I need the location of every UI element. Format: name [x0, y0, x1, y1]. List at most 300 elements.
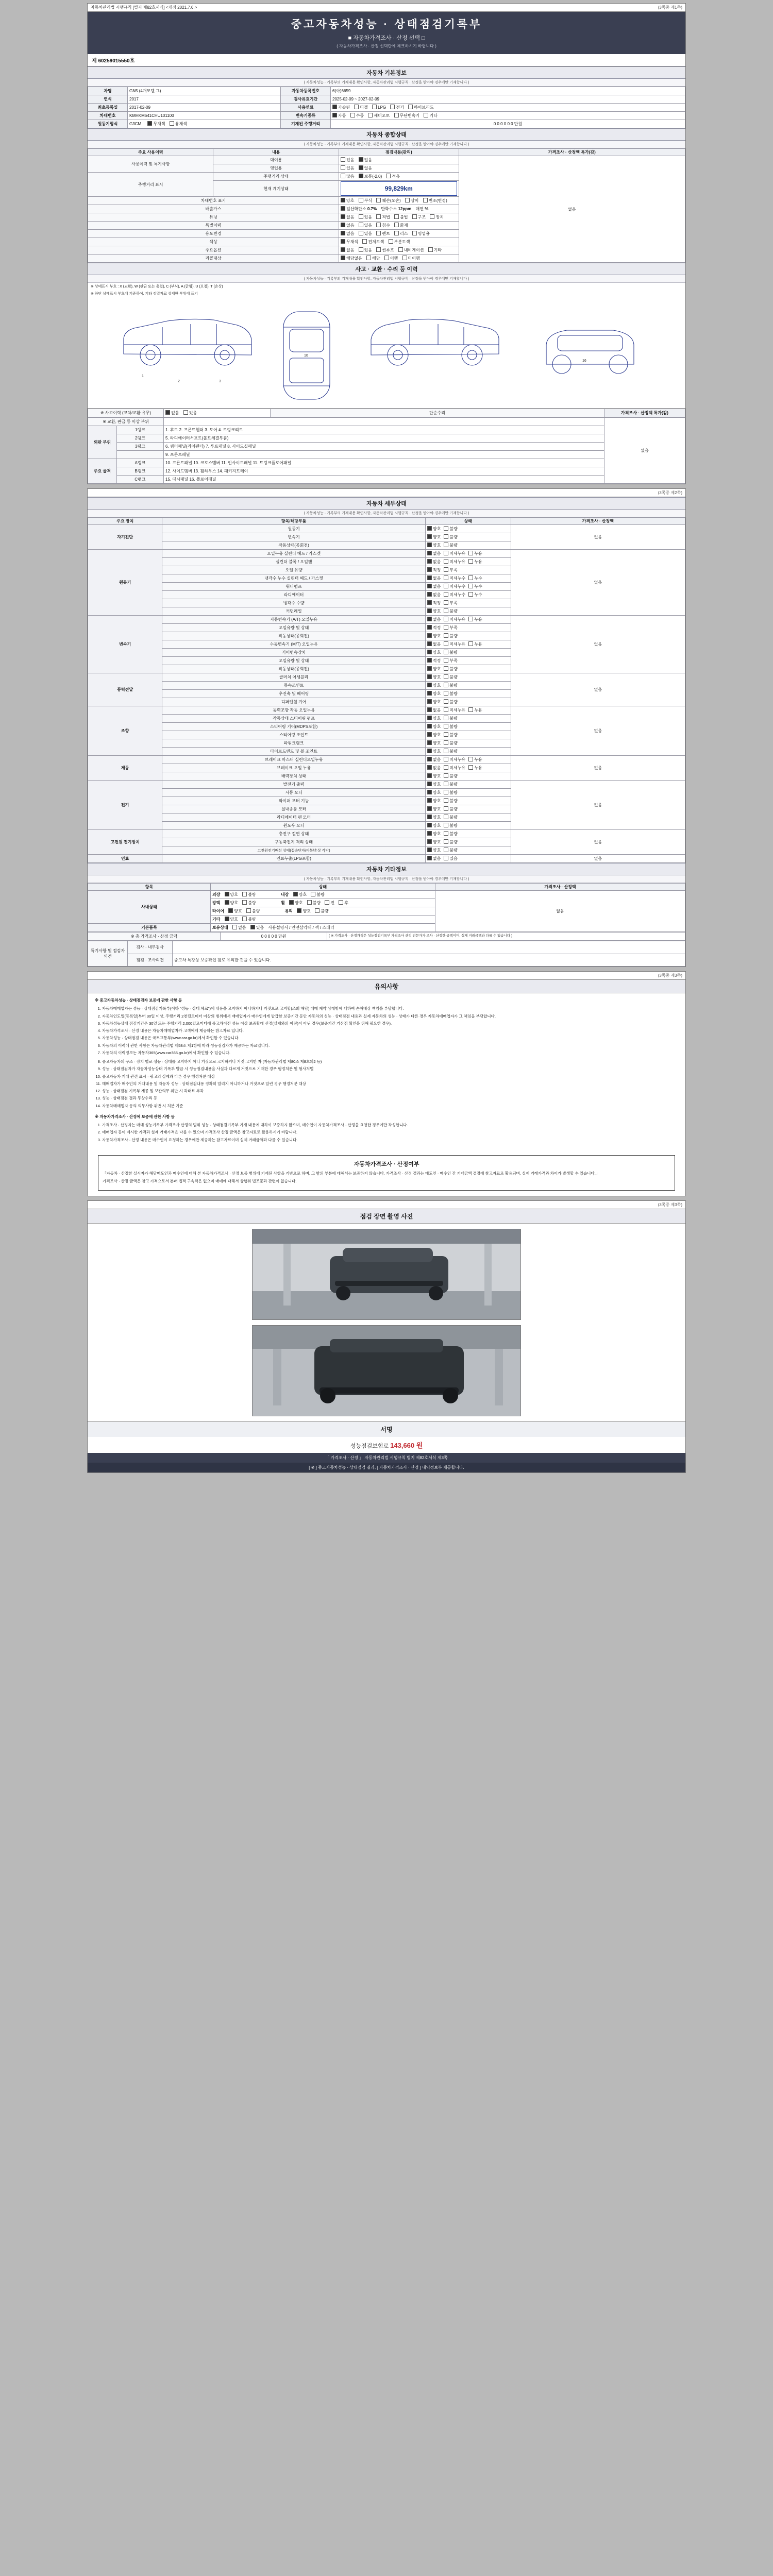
overall-row-rental-value — [339, 156, 459, 164]
special-sub-label-2: 점검 · 조사의견 — [128, 954, 173, 967]
value-first-reg: 2017-02-09 — [128, 104, 281, 112]
detail-price-steering: 없음 — [511, 706, 685, 756]
detail-row-state — [425, 723, 511, 731]
opt-low[interactable]: 부족 — [444, 600, 457, 606]
notice-item: 2. 매매업자 등이 제시한 가격과 실제 거래가격은 다를 수 있으며 가격조사 산정 금액은 참고자료로 활용하시기 바랍니다. — [102, 1129, 678, 1135]
mileage-normal[interactable]: 보통(-2,0) — [359, 174, 382, 179]
detail-row-state — [425, 533, 511, 541]
possession-yes[interactable]: 있음 — [250, 925, 264, 930]
accident-yes[interactable]: 있음 — [183, 410, 197, 416]
overall-row-usechange-label: 용도변경 — [88, 230, 339, 238]
opt-good[interactable]: 양호 — [427, 674, 441, 680]
opt-minor[interactable]: 미세누유 — [444, 551, 465, 556]
value-inspection-period: 2025-02-09 ~ 2027-02-09 — [331, 95, 685, 104]
opt-bad[interactable]: 불량 — [444, 691, 457, 697]
opt-none[interactable]: 없음 — [427, 559, 441, 565]
notice-item: 1. 가격조사 · 산정자는 매매 성능기록부 가격조사 산정의 범위 성능 · 상태점검기록부 기재 내용에 대하여 보증하지 않으며, 매수인이 자동차가격조사 · 산정을 요청한 경우에만 작성합니다. — [102, 1122, 678, 1128]
opt-good[interactable]: 양호 — [427, 831, 441, 837]
recall-notdone[interactable]: 미이행 — [402, 256, 420, 261]
special-flood[interactable]: 침수 — [376, 223, 390, 228]
accident-price-head: 가격조사 · 산정액 특가(감) — [604, 409, 685, 417]
detail-row-state — [425, 599, 511, 607]
detail-group-fuel: 연료 — [88, 855, 162, 863]
others-label-polish: 광택 — [212, 901, 221, 905]
detail-price-powertrain: 없음 — [511, 673, 685, 706]
detail-group-hv: 고전원 전기장치 — [88, 830, 162, 855]
declaration-box — [98, 1155, 675, 1191]
detail-row-label: 배력장치 상태 — [162, 772, 426, 781]
special-none[interactable]: 없음 — [341, 223, 354, 228]
detail-row-state — [425, 665, 511, 673]
opt-sunroof[interactable]: 썬루프 — [376, 247, 394, 253]
opt-bad[interactable]: 불량 — [444, 543, 457, 548]
detail-row-label: 스티어링 조인트 — [162, 731, 426, 739]
detail-row-state — [425, 640, 511, 649]
opt-ok[interactable]: 적정 — [427, 567, 441, 573]
notice-item: 11. 매매업자가 매수인의 거래내용 및 자동차 성능 · 상태점검내용 정확히 알리지 아니하거나 거짓으로 알린 경우 행정처분 대상 — [102, 1081, 678, 1087]
others-table — [88, 883, 685, 932]
opt-good[interactable]: 양호 — [427, 650, 441, 655]
detail-price-hv: 없음 — [511, 830, 685, 855]
opt-none[interactable]: 없음 — [427, 707, 441, 713]
detail-row-label: 시동 모터 — [162, 789, 426, 797]
tire-bad[interactable]: 불량 — [246, 908, 260, 914]
notice-item: 14. 자동차매매업자 등의 의무사항 위반 시 처분 기준 — [102, 1103, 678, 1109]
footer-bar-2: [ ※ ] 중고자동차성능 · 상태점검 결과, [ 자동차가격조사 · 산정 ] 내역정보부 제공합니다. — [88, 1463, 685, 1472]
opt-ok[interactable]: 적정 — [427, 658, 441, 664]
opt-minor[interactable]: 미세누유 — [444, 641, 465, 647]
frame-rank-3: 3랭크 — [116, 443, 163, 451]
opt-bad[interactable]: 불량 — [444, 848, 457, 853]
opt-bad[interactable]: 불량 — [444, 782, 457, 787]
opt-good[interactable]: 양호 — [427, 666, 441, 672]
opt-bad[interactable]: 불량 — [444, 608, 457, 614]
usechange-yes[interactable]: 있음 — [359, 231, 372, 236]
fuel-option-4[interactable]: 하이브리드 — [408, 105, 434, 110]
detail-row-label: 연료누출(LPG포함) — [162, 855, 426, 863]
opt-bad[interactable]: 불량 — [444, 732, 457, 738]
exterior-good[interactable]: 양호 — [225, 892, 238, 897]
etc-bad[interactable]: 불량 — [242, 917, 256, 922]
opt-good[interactable]: 양호 — [427, 683, 441, 688]
detail-price-engine: 없음 — [511, 550, 685, 616]
opt-good[interactable]: 양호 — [427, 608, 441, 614]
tuning-illegal[interactable]: 불법 — [394, 214, 408, 220]
opt-minor[interactable]: 미세누수 — [444, 584, 465, 589]
value-transmission — [331, 112, 685, 120]
opt-good[interactable]: 양호 — [427, 815, 441, 820]
odometer-reading: 99,829km — [341, 181, 457, 196]
section-overall-title: 자동차 종합상태 — [88, 128, 685, 141]
detail-row-label: 수동변속기 (M/T) 오일누유 — [162, 640, 426, 649]
opt-minor[interactable]: 미세누유 — [444, 757, 465, 762]
tuning-yes[interactable]: 있음 — [359, 214, 372, 220]
opt-bad[interactable]: 불량 — [444, 806, 457, 812]
color-option-1[interactable]: 유채색 — [170, 121, 187, 127]
vin-ok[interactable]: 양호 — [341, 198, 354, 204]
overall-price-cell: 없음 — [459, 156, 685, 263]
recall-done[interactable]: 이행 — [384, 256, 398, 261]
glass-good[interactable]: 양호 — [297, 908, 310, 914]
accident-mid-label: 단순수리 — [271, 409, 604, 417]
frame-group-main: 주요 골격 — [88, 459, 117, 484]
special-value-2[interactable]: 중고차 특강상 보증확인 참로 유의한 것을 수 있습니다. — [173, 954, 685, 967]
detail-row-state — [425, 830, 511, 838]
opt-good[interactable]: 양호 — [427, 798, 441, 804]
opt-leak[interactable]: 누유 — [468, 641, 482, 647]
color-full[interactable]: 전체도색 — [362, 239, 384, 245]
opt-none[interactable]: 없음 — [427, 592, 441, 598]
trans-option-1[interactable]: 수동 — [350, 113, 364, 118]
vin-damage[interactable]: 훼손(오손) — [376, 198, 400, 204]
opt-minor[interactable]: 미세누수 — [444, 575, 465, 581]
opt-none[interactable]: 없음 — [427, 617, 441, 622]
recall-yes[interactable]: 해당 — [366, 256, 380, 261]
opt-bad[interactable]: 불량 — [444, 526, 457, 532]
opt-none[interactable]: 없음 — [427, 551, 441, 556]
car-diagram-svg — [88, 297, 685, 405]
opt-bad[interactable]: 불량 — [444, 749, 457, 754]
recall-na[interactable]: 해당없음 — [341, 256, 362, 261]
overall-row-options-label: 주요옵션 — [88, 246, 339, 255]
frame-title: ※ 교환, 판금 등 이상 부위 — [88, 418, 164, 426]
frame-parts-3b: 9. 프론트패널 — [164, 451, 604, 459]
detail-price-transmission: 없음 — [511, 616, 685, 673]
fee-value: 143,660 원 — [390, 1442, 423, 1450]
detail-group-transmission: 변속기 — [88, 616, 162, 673]
notice-sec1: ※ 중고자동차성능 · 상태점검자 보증에 관한 사항 등 — [95, 998, 182, 1003]
opt-good[interactable]: 양호 — [427, 691, 441, 697]
detail-group-electric: 전기 — [88, 781, 162, 830]
detail-group-engine: 원동기 — [88, 550, 162, 616]
overall-row-mileage-value — [339, 173, 459, 181]
trans-option-2[interactable]: 세미오토 — [368, 113, 390, 118]
opt-leak[interactable]: 누유 — [468, 707, 482, 713]
interior-bad[interactable]: 불량 — [311, 892, 324, 897]
wheel-good[interactable]: 양호 — [289, 900, 303, 906]
trans-option-0[interactable]: 자동 — [332, 113, 346, 118]
rental-yes[interactable]: 있음 — [341, 157, 354, 163]
diagram-label-3: 3 — [219, 380, 221, 383]
opt-leak[interactable]: 누수 — [468, 584, 482, 589]
polish-bad[interactable]: 불량 — [242, 900, 256, 906]
label-odometer: 기재된 주행거리 — [281, 120, 331, 128]
opt-none[interactable]: 없음 — [427, 856, 441, 861]
opt-good[interactable]: 양호 — [427, 534, 441, 540]
opt-none[interactable]: 없음 — [427, 765, 441, 771]
usechange-none[interactable]: 없음 — [341, 231, 354, 236]
opt-low[interactable]: 부족 — [444, 625, 457, 631]
tire-good[interactable]: 양호 — [228, 908, 242, 914]
value-fuel — [331, 104, 685, 112]
detail-row-label: 충전구 절연 상태 — [162, 830, 426, 838]
opt-bad[interactable]: 불량 — [444, 815, 457, 820]
opt-yes[interactable]: 있음 — [444, 856, 457, 861]
opt-bad[interactable]: 불량 — [444, 773, 457, 779]
accident-none[interactable]: 없음 — [165, 410, 179, 416]
label-engine-type: 원동기형식 — [88, 120, 128, 128]
total-value: 0 0 0 0 0 만원 — [221, 933, 327, 941]
opt-minor[interactable]: 미세누유 — [444, 559, 465, 565]
opt-good[interactable]: 양호 — [427, 740, 441, 746]
overall-row-mileage-label: 주행거리 상태 — [213, 173, 339, 181]
detail-row-state — [425, 748, 511, 756]
opt-good[interactable]: 양호 — [427, 633, 441, 639]
detail-row-label: 라디에이터 — [162, 591, 426, 599]
detail-row-label: 오일 유량 — [162, 566, 426, 574]
opt-none[interactable]: 없음 — [427, 575, 441, 581]
inspection-photo-front — [252, 1229, 521, 1320]
opt-leak[interactable]: 누유 — [468, 765, 482, 771]
notice-item: 2. 자동차인도일(등록일)부터 30일 이상, 주행거리 2천킬로미터 이상의 범위에서 매매업자가 매수인에게 발급한 보증기간 동안 자동차의 성능 · 상태점검 내용과 실제 자동차의 성능 · 상태가 다른 경우 자동차매매업자가 그 책임을 부담합니다. — [102, 1013, 678, 1019]
opt-good[interactable]: 양호 — [427, 526, 441, 532]
opt-good[interactable]: 양호 — [427, 724, 441, 730]
trans-option-4[interactable]: 기타 — [424, 113, 437, 118]
wheel-front[interactable]: 전 — [325, 900, 334, 906]
mileage-low[interactable]: 적음 — [386, 174, 399, 179]
car-damage-diagram — [88, 297, 685, 409]
title-subtitle: ■ 자동차가격조사 · 산정 선택 □ — [348, 35, 425, 41]
detail-row-state — [425, 731, 511, 739]
opt-good[interactable]: 양호 — [427, 806, 441, 812]
overall-table — [88, 148, 685, 263]
special-yes[interactable]: 있음 — [359, 223, 372, 228]
mileage-high[interactable]: 많음 — [341, 174, 354, 179]
detail-row-label: 작동상태(공회전) — [162, 665, 426, 673]
others-row-0 — [210, 891, 435, 899]
opt-none[interactable]: 없음 — [427, 757, 441, 762]
opt-bad[interactable]: 불량 — [444, 831, 457, 837]
wheel-rear[interactable]: 후 — [339, 900, 348, 906]
opt-minor[interactable]: 미세누수 — [444, 592, 465, 598]
sheet-4-photos — [87, 1200, 686, 1473]
fuel-option-2[interactable]: LPG — [372, 105, 386, 110]
frame-rank-1: 1랭크 — [116, 426, 163, 434]
notice-list-1 — [102, 1006, 678, 1056]
section-basic-title: 자동차 기본정보 — [88, 66, 685, 79]
opt-bad[interactable]: 불량 — [444, 724, 457, 730]
wheel-bad[interactable]: 불량 — [307, 900, 321, 906]
detail-row-state — [425, 525, 511, 533]
others-label-glass: 유리 — [284, 909, 293, 913]
opt-bad[interactable]: 불량 — [444, 699, 457, 705]
detail-row-state — [425, 781, 511, 789]
emission-co: 일산화탄소 0.7% — [341, 206, 377, 212]
overall-row-current-value — [339, 181, 459, 197]
fuel-option-0[interactable]: 가솔린 — [332, 105, 350, 110]
value-plate: 6(아)6659 — [331, 87, 685, 95]
business-no[interactable]: 없음 — [359, 165, 372, 171]
page-title: 중고자동차성능 · 상태점검기록부 — [291, 19, 482, 30]
opt-good[interactable]: 양호 — [427, 839, 441, 845]
rental-no[interactable]: 없음 — [359, 157, 372, 163]
opt-yes[interactable]: 있음 — [359, 247, 372, 253]
photo-underbody-svg — [253, 1326, 520, 1416]
accident-legend-2: ※ 하단 상태표시 부호에 기준하여, 기타 정밀자료 상세한 부위에 표기 — [91, 292, 198, 296]
opt-bad[interactable]: 불량 — [444, 839, 457, 845]
fuel-option-3[interactable]: 전기 — [390, 105, 404, 110]
detail-row-state — [425, 682, 511, 690]
opt-leak[interactable]: 누유 — [468, 757, 482, 762]
opt-bad[interactable]: 불량 — [444, 633, 457, 639]
fuel-option-1[interactable]: 디젤 — [354, 105, 367, 110]
color-partial[interactable]: 부분도색 — [389, 239, 410, 245]
detail-group-steering: 조향 — [88, 706, 162, 756]
opt-good[interactable]: 양호 — [427, 782, 441, 787]
detail-row-label: 실린더 블록 / 오일팬 — [162, 558, 426, 566]
opt-good[interactable]: 양호 — [427, 716, 441, 721]
detail-head-2: 상태 — [425, 518, 511, 525]
overall-row-tuning-label: 튜닝 — [88, 213, 339, 222]
glass-bad[interactable]: 불량 — [315, 908, 328, 914]
detail-row-label: 브레이크 마스터 실린더오일누유 — [162, 756, 426, 764]
others-head-1: 상태 — [210, 884, 435, 891]
overall-row-usechange-value — [339, 230, 459, 238]
detail-row-label: 스티어링 기어(MDPS포함) — [162, 723, 426, 731]
detail-row-label: 추진축 및 베어링 — [162, 690, 426, 698]
overall-row-color-value — [339, 238, 459, 246]
tuning-legal[interactable]: 적법 — [376, 214, 390, 220]
section-basic-sub: ( 자동차성능 · 기록부의 기재내용 확인사항, 자동차관리법 시행규칙 · 산정을 받아야 경우에만 기재합니다 ) — [88, 79, 685, 87]
detail-row-state — [425, 706, 511, 715]
detail-row-label: 냉각수 수량 — [162, 599, 426, 607]
opt-good[interactable]: 양호 — [427, 773, 441, 779]
opt-good[interactable]: 양호 — [427, 848, 441, 853]
detail-row-state — [425, 764, 511, 772]
opt-none[interactable]: 없음 — [427, 584, 441, 589]
opt-ok[interactable]: 적정 — [427, 600, 441, 606]
opt-good[interactable]: 양호 — [427, 823, 441, 828]
detail-row-state — [425, 558, 511, 566]
special-fire[interactable]: 화재 — [394, 223, 408, 228]
overall-row-emission-value — [339, 205, 459, 213]
opt-bad[interactable]: 불량 — [444, 823, 457, 828]
polish-good[interactable]: 양호 — [225, 900, 238, 906]
opt-navi[interactable]: 내비게이션 — [398, 247, 424, 253]
total-price-table — [88, 932, 685, 941]
opt-none[interactable]: 없음 — [427, 641, 441, 647]
opt-bad[interactable]: 불량 — [444, 683, 457, 688]
detail-row-state — [425, 814, 511, 822]
opt-good[interactable]: 양호 — [427, 699, 441, 705]
section-accident-sub: ( 자동차성능 · 기록부의 기재내용 확인사항, 자동차관리법 시행규칙 · 산정을 받아야 경우에만 기재합니다 ) — [88, 275, 685, 283]
detail-row-label: 디퍼렌셜 기어 — [162, 698, 426, 706]
detail-row-label: 실내송풍 모터 — [162, 805, 426, 814]
interior-good[interactable]: 양호 — [293, 892, 307, 897]
overall-row-tuning-value — [339, 213, 459, 222]
opt-bad[interactable]: 불량 — [444, 534, 457, 540]
opt-none[interactable]: 없음 — [341, 247, 354, 253]
opt-good[interactable]: 양호 — [427, 790, 441, 795]
declaration-body-1: 「자동차 · 산정한 실시자가 해당매도인과 매수인에 대해 본 자동차가격조사 · 산정 보증 범위에 기재된 사항을 기반으로 하며, 그 밖의 부분에 대해서는 보증하지 않습니다. 가격조사 · 산정 결과는 매도인 · 매수인 간 거래금액 결정에 참고자료로 활용되며, 실제 거래가격과 차이가 발생할 수 있습니다.」 — [103, 1171, 600, 1176]
opt-bad[interactable]: 불량 — [444, 650, 457, 655]
opt-minor[interactable]: 미세누유 — [444, 617, 465, 622]
value-odometer: 0 0 0 0 0 0 만원 — [331, 120, 685, 128]
fee-row — [88, 1437, 685, 1453]
detail-row-state — [425, 715, 511, 723]
title-subnote: ( 자동차가격조사 · 산정 선택란에 체크하시기 바랍니다 ) — [337, 44, 436, 48]
special-value-1[interactable] — [173, 941, 685, 954]
notice-list-3 — [102, 1122, 678, 1143]
opt-leak[interactable]: 누수 — [468, 575, 482, 581]
detail-row-label: 타이로드엔드 및 볼 조인트 — [162, 748, 426, 756]
others-label-exterior: 외장 — [212, 892, 221, 897]
photo-front-svg — [253, 1229, 520, 1319]
color-plain[interactable]: 무채색 — [341, 239, 358, 245]
others-group-condition: 사내상태 — [88, 891, 211, 924]
detail-row-label: 브레이크 오일 누유 — [162, 764, 426, 772]
tuning-structure[interactable]: 구조 — [412, 214, 426, 220]
overall-row-options-value — [339, 246, 459, 255]
opt-low[interactable]: 부족 — [444, 658, 457, 664]
opt-low[interactable]: 부족 — [444, 567, 457, 573]
opt-bad[interactable]: 불량 — [444, 666, 457, 672]
opt-leak[interactable]: 누유 — [468, 617, 482, 622]
detail-row-state — [425, 772, 511, 781]
section-overall-sub: ( 자동차성능 · 기록부의 기재내용 확인사항, 자동차관리법 시행규칙 · 산정을 받아야 경우에만 기재합니다 ) — [88, 141, 685, 148]
color-option-0[interactable]: 무채색 — [147, 121, 165, 127]
overall-row-recall-label: 리콜대상 — [88, 255, 339, 263]
detail-row-label: 와이퍼 모터 기능 — [162, 797, 426, 805]
usechange-biz[interactable]: 영업용 — [412, 231, 430, 236]
frame-parts-table — [88, 417, 685, 484]
tuning-device[interactable]: 장치 — [430, 214, 443, 220]
opt-bad[interactable]: 불량 — [444, 674, 457, 680]
business-yes[interactable]: 있음 — [341, 165, 354, 171]
overall-row-current-label: 현재 계기상태 — [213, 181, 339, 197]
label-vin: 차대번호 — [88, 112, 128, 120]
opt-leak[interactable]: 누유 — [468, 551, 482, 556]
usechange-rent[interactable]: 렌트 — [376, 231, 390, 236]
accident-summary-table — [88, 409, 685, 417]
detail-row-label: 작동상태(공회전) — [162, 541, 426, 550]
opt-ok[interactable]: 적정 — [427, 625, 441, 631]
opt-etc[interactable]: 기타 — [428, 247, 442, 253]
detail-row-state — [425, 739, 511, 748]
overall-row-rental-label: 대여용 — [213, 156, 339, 164]
basic-items-list: 사용설명서 / 안전삼각대 / 잭 / 스패너 — [268, 925, 334, 930]
etc-good[interactable]: 양호 — [225, 917, 238, 922]
page-number-4: (3쪽중 제3쪽) — [658, 1202, 682, 1208]
tuning-none[interactable]: 없음 — [341, 214, 354, 220]
opt-good[interactable]: 양호 — [427, 749, 441, 754]
overall-head-3: 가격조사 · 산정액 특가(감) — [459, 149, 685, 156]
opt-bad[interactable]: 불량 — [444, 716, 457, 721]
opt-bad[interactable]: 불량 — [444, 740, 457, 746]
opt-leak[interactable]: 누수 — [468, 592, 482, 598]
frame-rank-3b — [116, 451, 163, 459]
label-year: 연식 — [88, 95, 128, 104]
vin-corrosion[interactable]: 부식 — [359, 198, 372, 204]
exterior-bad[interactable]: 불량 — [242, 892, 256, 897]
opt-bad[interactable]: 불량 — [444, 790, 457, 795]
opt-good[interactable]: 양호 — [427, 732, 441, 738]
frame-rank-2: 2랭크 — [116, 434, 163, 443]
opt-bad[interactable]: 불량 — [444, 798, 457, 804]
opt-minor[interactable]: 미세누유 — [444, 765, 465, 771]
others-label-wheel: 휠 — [280, 901, 285, 905]
opt-leak[interactable]: 누유 — [468, 559, 482, 565]
usechange-lease[interactable]: 리스 — [394, 231, 408, 236]
trans-option-3[interactable]: 무단변속기 — [394, 113, 420, 118]
special-label: 특기사항 및 점검자의견 — [88, 941, 128, 967]
opt-good[interactable]: 양호 — [427, 543, 441, 548]
opt-minor[interactable]: 미세누유 — [444, 707, 465, 713]
vin-altered[interactable]: 변조(변경) — [423, 198, 447, 204]
others-row-1 — [210, 899, 435, 907]
vin-diff[interactable]: 상이 — [405, 198, 418, 204]
possession-no[interactable]: 없음 — [232, 925, 246, 930]
